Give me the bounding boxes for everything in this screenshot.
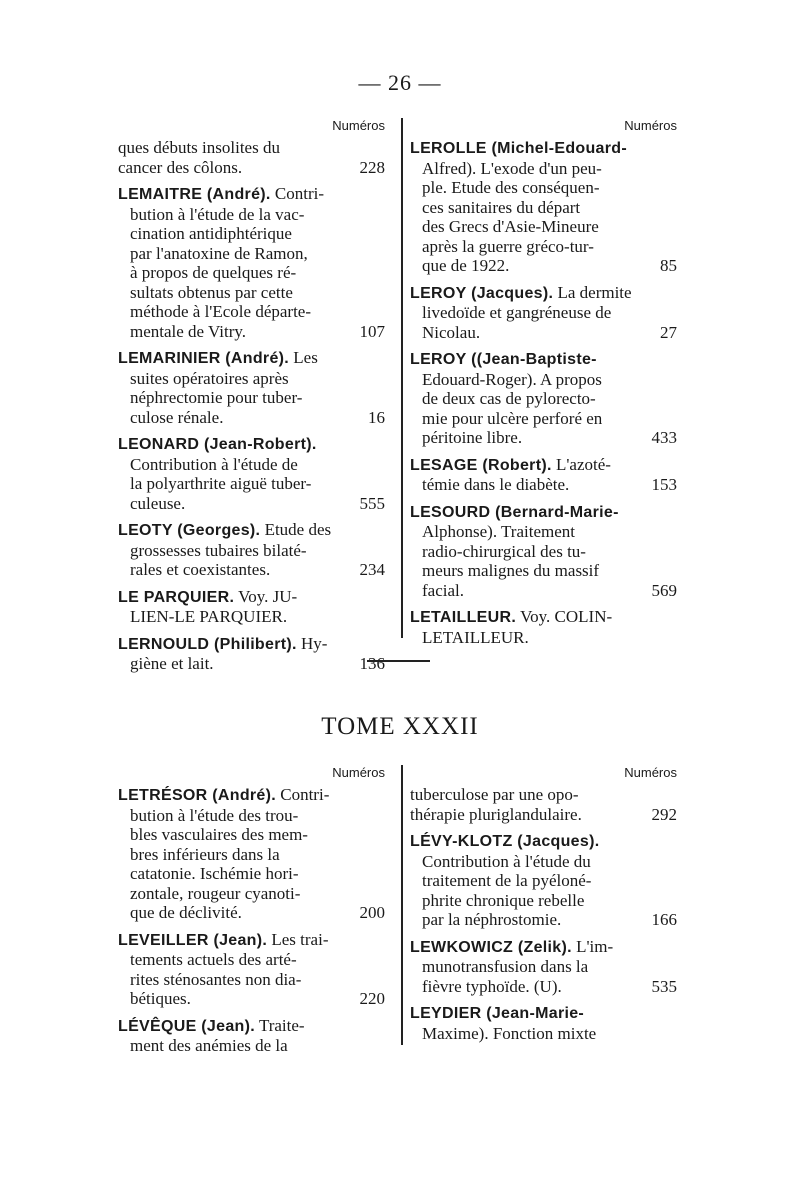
entry-text: bles vasculaires des mem- [130, 825, 308, 844]
entry-text: traitement de la pyéloné- [422, 871, 592, 890]
thesis-number: 27 [660, 322, 677, 342]
entry-text: ques débuts insolites du [118, 138, 280, 157]
entry-text: radio-chirurgical des tu- [422, 541, 586, 561]
entry-line [410, 581, 677, 601]
entry-line [410, 455, 677, 476]
entry-text: LIEN-LE PARQUIER. [130, 607, 288, 626]
entry-line [410, 323, 677, 343]
entry-line [410, 256, 677, 276]
author-name: LEROLLE (Michel-Edouard- [410, 140, 627, 157]
author-name: LE PARQUIER. [118, 588, 235, 606]
thesis-number: 166 [651, 910, 677, 929]
entry-text: Traite- [258, 1015, 305, 1035]
entry-line [410, 370, 677, 390]
entry-text: méthode à l'Ecole départe- [130, 302, 311, 321]
entries-list [410, 785, 677, 1043]
thesis-number: 85 [660, 256, 677, 275]
entry-text: mentale de Vitry. [130, 321, 247, 341]
entry-line [118, 560, 385, 580]
entry-text: cancer des côlons. [118, 157, 243, 177]
entry-line [410, 977, 677, 997]
entry-line [118, 455, 385, 475]
entry-line [118, 322, 385, 342]
entry-line [118, 369, 385, 389]
entry-line [410, 502, 677, 523]
entry-text: bution à l'étude des trou- [130, 805, 299, 825]
entry-line [410, 159, 677, 179]
author-name: LEVEILLER (Jean). [118, 931, 268, 949]
entry-text: Maxime). Fonction mixte [422, 1023, 597, 1043]
author-name: LETAILLEUR. [410, 609, 517, 626]
author-name: LEMARINIER (André). [118, 350, 290, 367]
entry-text: péritoine libre. [422, 428, 523, 447]
entry-line [118, 607, 385, 627]
entry-line [118, 434, 385, 455]
entry-line [118, 348, 385, 369]
entry-text: Edouard-Roger). A propos [422, 369, 602, 389]
index-section-top [118, 118, 680, 673]
index-entry [118, 520, 385, 580]
entry-line [118, 930, 385, 951]
right-column [410, 118, 677, 654]
right-column [410, 765, 677, 1050]
entry-text: munotransfusion dans la [422, 957, 589, 976]
entry-text: livedoïde et gangréneuse de [422, 303, 612, 322]
entry-text: la polyarthrite aiguë tuber- [130, 474, 312, 493]
entry-line [118, 138, 385, 158]
entry-line [118, 970, 385, 990]
entry-line [118, 825, 385, 845]
entry-line [410, 1003, 677, 1024]
entry-line [410, 957, 677, 977]
thesis-number: 228 [359, 157, 385, 177]
entry-text: néphrectomie pour tuber- [130, 388, 303, 407]
entry-line [410, 937, 677, 958]
entry-text: Nicolau. [422, 322, 481, 342]
entry-line [118, 520, 385, 541]
entry-text: fièvre typhoïde. (U). [422, 976, 562, 996]
entry-line [118, 989, 385, 1009]
entry-line [118, 474, 385, 494]
author-name: LEMAITRE (André). [118, 186, 271, 203]
entry-line [118, 494, 385, 514]
entry-line [410, 428, 677, 448]
entry-line [118, 408, 385, 428]
index-entry [118, 634, 385, 674]
index-entry [118, 1016, 385, 1056]
entry-text: culeuse. [130, 493, 186, 513]
entry-text: tements actuels des arté- [130, 950, 297, 969]
entry-text: après la guerre gréco-tur- [422, 236, 594, 256]
thesis-number: 220 [359, 989, 385, 1008]
index-entry [410, 502, 677, 601]
author-name: LEONARD (Jean-Robert). [118, 436, 317, 453]
entry-line [118, 884, 385, 904]
entry-line [118, 244, 385, 264]
entry-text: témie dans le diabète. [422, 475, 570, 494]
index-entry [410, 607, 677, 647]
entry-line [118, 785, 385, 806]
entry-line [410, 409, 677, 429]
entry-line [410, 561, 677, 581]
entry-text: giène et lait. [130, 654, 214, 673]
entry-line [410, 389, 677, 409]
entry-line [410, 198, 677, 218]
entry-text: L'azoté- [555, 454, 611, 474]
entries-list [118, 138, 385, 674]
entry-line [410, 607, 677, 628]
index-entry [118, 348, 385, 427]
thesis-number: 200 [359, 903, 385, 922]
entry-text: grossesses tubaires bilaté- [130, 540, 307, 560]
entry-text: de deux cas de pylorecto- [422, 389, 596, 408]
entry-line [410, 542, 677, 562]
entry-text: par l'anatoxine de Ramon, [130, 243, 308, 263]
author-name: LESAGE (Robert). [410, 456, 552, 474]
entry-text: rites sténosantes non dia- [130, 969, 302, 989]
entry-line [118, 205, 385, 225]
entry-line [118, 587, 385, 608]
numeros-header: Numéros [624, 765, 677, 780]
entry-text: La dermite [557, 282, 632, 302]
numeros-header: Numéros [332, 118, 385, 133]
column-divider [401, 118, 403, 638]
index-entry [118, 184, 385, 341]
index-section-bottom [118, 765, 680, 1055]
entry-text: ces sanitaires du départ [422, 197, 581, 217]
left-column [118, 118, 385, 681]
entry-text: suites opératoires après [130, 368, 289, 388]
entry-line [118, 864, 385, 884]
index-entry [410, 349, 677, 448]
entry-line [118, 1036, 385, 1056]
entry-text: ment des anémies de la [130, 1036, 288, 1055]
author-name: LEWKOWICZ (Zelik). [410, 938, 572, 956]
index-entry [410, 138, 677, 276]
entry-text: ple. Etude des conséquen- [422, 178, 600, 197]
thesis-number: 153 [651, 475, 677, 494]
index-entry [118, 785, 385, 923]
entry-line [410, 283, 677, 304]
entry-text: Contribution à l'étude du [422, 851, 591, 871]
entry-text: L'im- [576, 936, 614, 956]
entry-text: Alfred). L'exode d'un peu- [422, 158, 602, 178]
entry-text: par la néphrostomie. [422, 910, 562, 929]
thesis-number: 136 [359, 654, 385, 673]
index-entry [118, 930, 385, 1009]
entry-text: cination antidiphtérique [130, 224, 292, 243]
author-name: LÉVY-KLOTZ (Jacques). [410, 833, 600, 850]
entry-line [118, 541, 385, 561]
entry-text: bres inférieurs dans la [130, 844, 280, 864]
entry-text: Les [293, 348, 318, 367]
entry-line [118, 634, 385, 655]
thesis-number: 569 [651, 580, 677, 600]
entry-text: bution à l'étude de la vac- [130, 204, 305, 224]
entry-line [118, 158, 385, 178]
entry-text: des Grecs d'Asie-Mineure [422, 217, 599, 236]
entry-text: Voy. COLIN- [520, 607, 613, 626]
index-entry [410, 937, 677, 997]
entry-text: bétiques. [130, 989, 191, 1008]
entry-line [118, 283, 385, 303]
numeros-header: Numéros [624, 118, 677, 133]
entry-line [410, 217, 677, 237]
entry-text: LETAILLEUR. [422, 627, 529, 647]
entry-text: que de 1922. [422, 256, 510, 275]
entry-text: sultats obtenus par cette [130, 282, 293, 302]
thesis-number: 107 [359, 321, 385, 341]
entry-line [118, 950, 385, 970]
entry-text: catatonie. Ischémie hori- [130, 864, 299, 883]
entry-text: que de déclivité. [130, 903, 242, 922]
index-entry [118, 138, 385, 177]
thesis-number: 433 [651, 428, 677, 447]
entries-list [410, 138, 677, 647]
entry-text: Contri- [274, 184, 325, 203]
index-entry [118, 434, 385, 513]
entry-line [410, 178, 677, 198]
entry-text: mie pour ulcère perforé en [422, 408, 603, 428]
entry-text: rales et coexistantes. [130, 560, 271, 579]
entry-line [118, 184, 385, 205]
author-name: LERNOULD (Philibert). [118, 635, 297, 653]
entry-line [410, 237, 677, 257]
entry-text: Contribution à l'étude de [130, 454, 298, 474]
entry-line [410, 891, 677, 911]
entry-line [118, 388, 385, 408]
entry-line [410, 522, 677, 542]
author-name: LEROY ((Jean-Baptiste- [410, 351, 597, 368]
author-name: LETRÉSOR (André). [118, 787, 276, 804]
author-name: LEYDIER (Jean-Marie- [410, 1005, 585, 1022]
entry-line [410, 852, 677, 872]
entry-line [410, 349, 677, 370]
index-entry [410, 455, 677, 495]
tome-heading: TOME XXXII [321, 713, 479, 740]
thesis-number: 234 [359, 560, 385, 579]
entry-line [410, 1024, 677, 1044]
entry-line [118, 903, 385, 923]
author-name: LÉVÊQUE (Jean). [118, 1017, 255, 1035]
entry-text: facial. [422, 580, 464, 600]
entry-line [410, 475, 677, 495]
thesis-number: 16 [368, 407, 385, 427]
thesis-number: 292 [651, 804, 677, 824]
entry-line [118, 224, 385, 244]
thesis-number: 555 [359, 493, 385, 513]
entry-line [410, 871, 677, 891]
index-entry [118, 587, 385, 627]
index-entry [410, 1003, 677, 1043]
entry-text: phrite chronique rebelle [422, 890, 585, 910]
entry-line [118, 654, 385, 674]
entry-text: tuberculose par une opo- [410, 785, 579, 804]
entry-line [410, 138, 677, 159]
numeros-header: Numéros [332, 765, 385, 780]
entry-text: culose rénale. [130, 407, 224, 427]
entry-text: zontale, rougeur cyanoti- [130, 883, 301, 903]
author-name: LEROY (Jacques). [410, 284, 554, 302]
section-divider [367, 660, 430, 662]
left-column [118, 765, 385, 1063]
entry-line [118, 845, 385, 865]
entry-text: Hy- [301, 633, 328, 653]
entry-line [410, 831, 677, 852]
entry-text: Contri- [280, 785, 330, 804]
entry-line [410, 910, 677, 930]
entry-line [118, 263, 385, 283]
entry-line [118, 302, 385, 322]
entry-line [118, 806, 385, 826]
entries-list [118, 785, 385, 1056]
entry-line [118, 1016, 385, 1037]
entry-text: Alphonse). Traitement [422, 522, 575, 541]
index-entry [410, 785, 677, 824]
entry-line [410, 785, 677, 805]
author-name: LESOURD (Bernard-Marie- [410, 503, 619, 521]
entry-text: Voy. JU- [238, 586, 298, 606]
entry-text: thérapie pluriglandulaire. [410, 804, 582, 824]
thesis-number: 535 [651, 976, 677, 996]
index-entry [410, 283, 677, 343]
entry-text: à propos de quelques ré- [130, 263, 297, 282]
author-name: LEOTY (Georges). [118, 522, 261, 539]
entry-line [410, 805, 677, 825]
entry-text: meurs malignes du massif [422, 561, 600, 580]
entry-line [410, 303, 677, 323]
index-entry [410, 831, 677, 930]
entry-line [410, 628, 677, 648]
page-number: — 26 — [358, 70, 442, 95]
entry-text: Etude des [264, 520, 332, 539]
entry-text: Les trai- [271, 929, 329, 949]
column-divider [401, 765, 403, 1045]
